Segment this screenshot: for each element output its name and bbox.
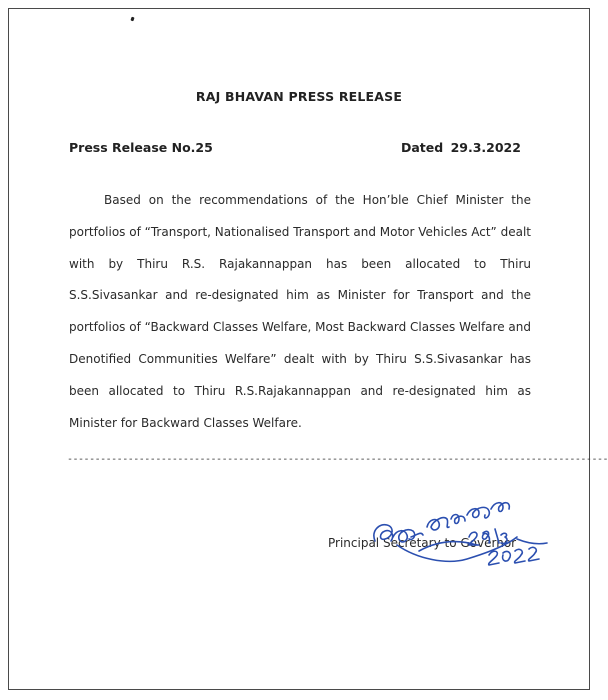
ink-speck xyxy=(130,17,134,22)
release-date: Dated 29.3.2022 xyxy=(401,140,521,155)
signatory-title: Principal Secretary to Governor xyxy=(328,536,517,550)
release-number: Press Release No.25 xyxy=(69,140,213,155)
dashed-divider: -------------------------------------------------------------------------------------------------- xyxy=(67,454,608,465)
press-release-page xyxy=(8,8,608,690)
handwritten-signature-icon xyxy=(367,479,557,579)
document-title: RAJ BHAVAN PRESS RELEASE xyxy=(195,89,403,104)
release-body: Based on the recommendations of the Hon’ble Chief Minister the portfolios of “Transport, Nationalised Transport and Motor Vehicles Act” dealt with by Thiru R.S. Rajakannappan has been allocated to Thiru S.S.Sivasankar and re-designated him as Minister for Transport and the portfolios of “Backward Classes Welfare, Most Backward Classes Welfare and Denotified Communities Welfare” dealt with by Thiru S.S.Sivasankar has been allocated to Thiru R.S.Rajakannappan and re-designated him as Minister for Backward Classes Welfare. xyxy=(69,193,531,430)
